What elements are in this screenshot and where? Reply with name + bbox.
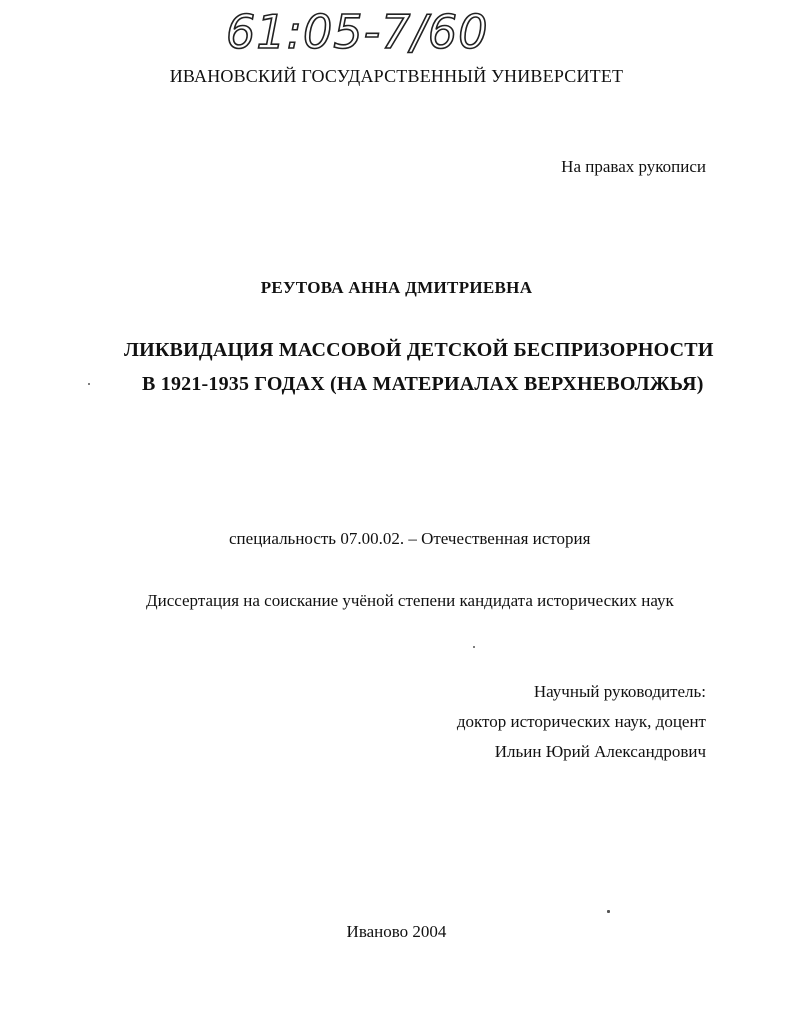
handwritten-catalog-number xyxy=(222,4,512,56)
advisor-name: Ильин Юрий Александрович xyxy=(494,742,706,761)
scan-speck xyxy=(607,910,610,913)
author-name: РЕУТОВА АННА ДМИТРИЕВНА xyxy=(260,278,533,297)
advisor-degree: доктор исторических наук, доцент xyxy=(456,712,706,731)
university-name: ИВАНОВСКИЙ ГОСУДАРСТВЕННЫЙ УНИВЕРСИТЕТ xyxy=(169,66,624,86)
manuscript-rights-note: На правах рукописи xyxy=(561,157,706,176)
advisor-label: Научный руководитель: xyxy=(533,682,706,701)
place-and-year: Иваново 2004 xyxy=(346,922,447,941)
specialty-line: специальность 07.00.02. – Отечественная история xyxy=(229,529,591,548)
scan-speck xyxy=(88,383,90,385)
dissertation-title-line-2: В 1921-1935 ГОДАХ (НА МАТЕРИАЛАХ ВЕРХНЕВОЛЖЬЯ) xyxy=(142,373,704,395)
dissertation-title-line-1: ЛИКВИДАЦИЯ МАССОВОЙ ДЕТСКОЙ БЕСПРИЗОРНОСТИ xyxy=(124,339,714,361)
scan-speck xyxy=(473,646,475,648)
handwritten-number-text: 61:05-7/60 xyxy=(226,5,489,56)
degree-statement: Диссертация на соискание учёной степени кандидата исторических наук xyxy=(146,591,674,610)
handwritten-number-drawing xyxy=(222,4,512,56)
